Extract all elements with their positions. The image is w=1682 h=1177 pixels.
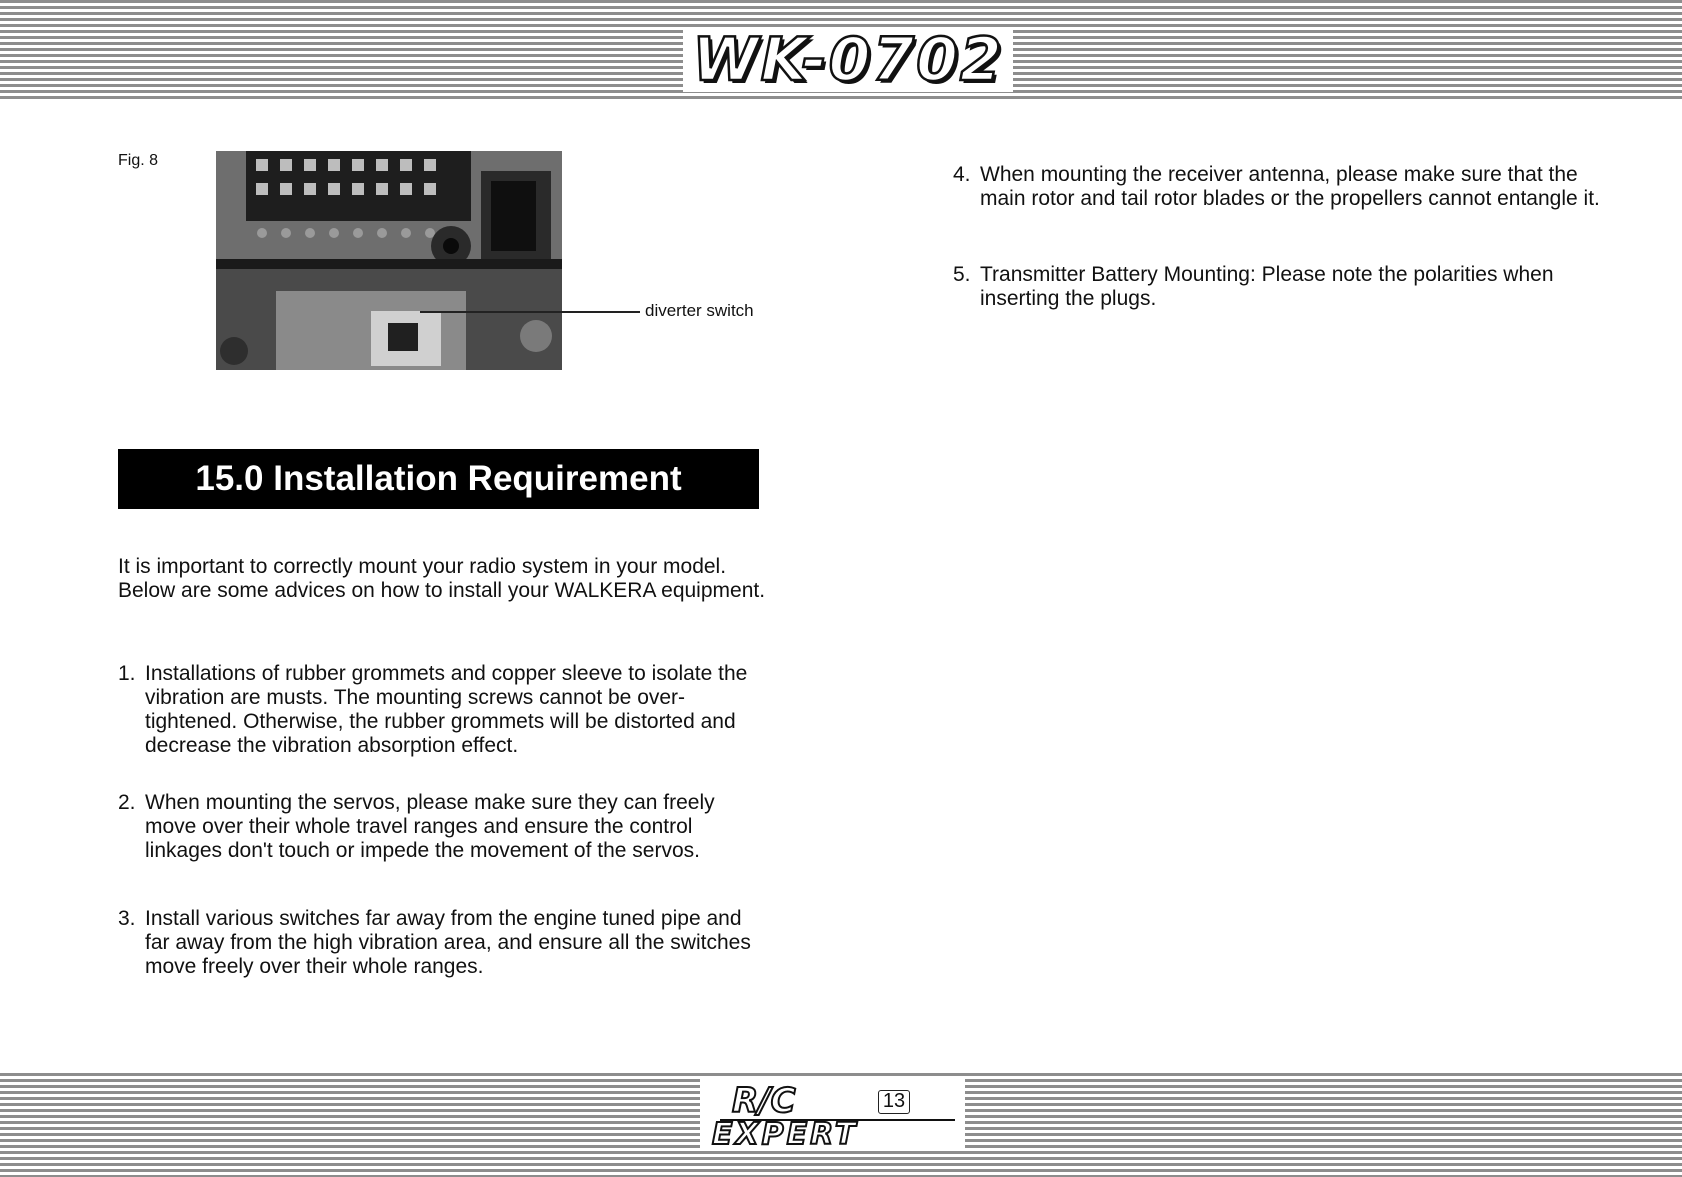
diverter-switch-photo [216, 151, 562, 370]
list-item-number: 3. [118, 907, 136, 930]
list-item [118, 791, 768, 863]
list-item-text: Installations of rubber grommets and copper sleeve to isolate the vibration are musts. The mounting screws cannot be over-tightened. Otherwise, the rubber grommets will be distorted and decrease the vibration absorption effect. [145, 662, 748, 757]
list-item-text: Transmitter Battery Mounting: Please note the polarities when inserting the plugs. [980, 263, 1554, 310]
list-item-number: 1. [118, 662, 136, 685]
list-item-number: 4. [953, 163, 971, 186]
logo-top-text: R/C [732, 1081, 796, 1121]
page-number: 13 [878, 1090, 910, 1114]
list-item-number: 2. [118, 791, 136, 814]
list-item [118, 907, 768, 979]
section-title: 15.0 Installation Requirement [195, 459, 682, 498]
section-header [118, 449, 759, 509]
list-item-number: 5. [953, 263, 971, 286]
callout-leader-line [420, 311, 640, 313]
list-item-text: When mounting the receiver antenna, please make sure that the main rotor and tail rotor blades or the propellers cannot entangle it. [980, 163, 1600, 210]
list-item-text: When mounting the servos, please make sure they can freely move over their whole travel ranges and ensure the control linkages don't touch or impede the movement of the servos. [145, 791, 715, 862]
list-item-text: Install various switches far away from the engine tuned pipe and far away from the high vibration area, and ensure all the switches move freely over their whole ranges. [145, 907, 751, 978]
rc-expert-logo [700, 1078, 965, 1148]
list-item [118, 662, 768, 758]
footer-logo [700, 1078, 965, 1148]
circuit-board-illustration [216, 151, 562, 370]
header-logo [683, 25, 1013, 95]
figure-label: Fig. 8 [118, 152, 159, 169]
logo-bottom-text: EXPERT [712, 1117, 859, 1148]
brand-title: WK-0702 [692, 25, 1004, 95]
list-item [953, 263, 1603, 311]
list-item [953, 163, 1603, 211]
callout-label: diverter switch [645, 301, 754, 320]
intro-paragraph: It is important to correctly mount your radio system in your model. Below are some advices on how to install your WALKERA equipment. [118, 555, 766, 602]
